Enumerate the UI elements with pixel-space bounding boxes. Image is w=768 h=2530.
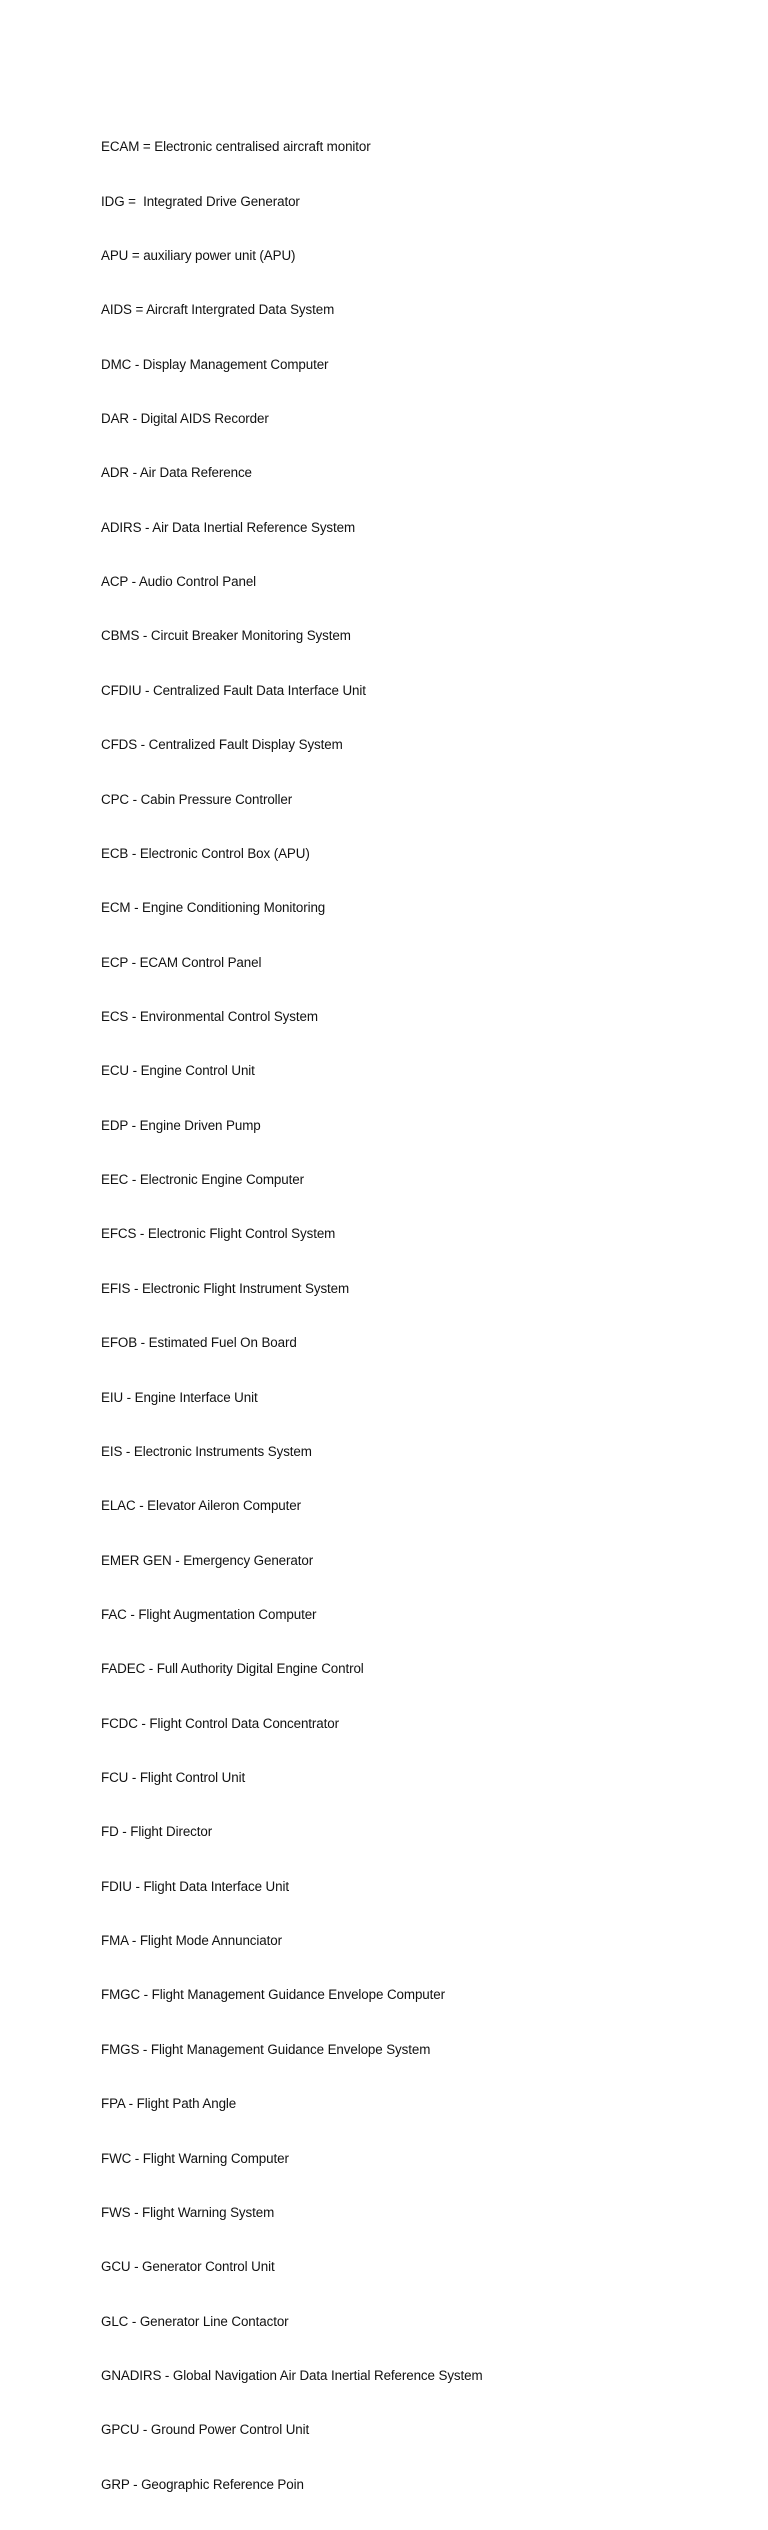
list-item: EDP - Engine Driven Pump [101,1117,261,1133]
list-item: FCU - Flight Control Unit [101,1770,246,1786]
list-item: GPCU - Ground Power Control Unit [101,2422,310,2438]
list-item: EEC - Electronic Engine Computer [101,1172,304,1188]
list-item: FADEC - Full Authority Digital Engine Control [101,1661,364,1677]
list-item: EFCS - Electronic Flight Control System [101,1226,336,1242]
list-item: FD - Flight Director [101,1824,213,1840]
list-item: EIU - Engine Interface Unit [101,1389,258,1405]
list-item: ELAC - Elevator Aileron Computer [101,1498,301,1514]
list-item: ECB - Electronic Control Box (APU) [101,845,310,861]
list-item: FWC - Flight Warning Computer [101,2150,289,2166]
list-item: FWS - Flight Warning System [101,2204,275,2220]
list-item: FMA - Flight Mode Annunciator [101,1933,282,1949]
list-item: CFDS - Centralized Fault Display System [101,737,343,753]
list-item: ECS - Environmental Control System [101,1009,318,1024]
list-item: ECAM = Electronic centralised aircraft monitor [101,139,371,155]
list-item: GLC - Generator Line Contactor [101,2313,289,2329]
list-item: AIDS = Aircraft Intergrated Data System [101,302,335,318]
list-item: FMGS - Flight Management Guidance Envelope System [101,2041,431,2057]
list-item: ADR - Air Data Reference [101,465,252,481]
list-item: APU = auxiliary power unit (APU) [101,247,296,263]
list-item: EIS - Electronic Instruments System [101,1443,312,1459]
list-item: FAC - Flight Augmentation Computer [101,1606,317,1622]
list-item: CFDIU - Centralized Fault Data Interface Unit [101,682,366,698]
list-item: EFOB - Estimated Fuel On Board [101,1335,297,1351]
abbreviation-list [101,102,483,2530]
list-item: ECU - Engine Control Unit [101,1063,255,1079]
list-item: GRP - Geographic Reference Poin [101,2476,304,2492]
list-item: DMC - Display Management Computer [101,356,329,372]
list-item: CPC - Cabin Pressure Controller [101,791,293,807]
list-item: EFIS - Electronic Flight Instrument System [101,1280,350,1296]
list-item: DAR - Digital AIDS Recorder [101,411,269,427]
list-item: ACP - Audio Control Panel [101,574,257,590]
list-item: IDG = Integrated Drive Generator [101,193,300,209]
list-item: EMER GEN - Emergency Generator [101,1552,314,1568]
list-item: GCU - Generator Control Unit [101,2259,275,2275]
list-item: FCDC - Flight Control Data Concentrator [101,1715,339,1731]
list-item: GNADIRS - Global Navigation Air Data Inertial Reference System [101,2367,483,2383]
list-item: ECM - Engine Conditioning Monitoring [101,900,326,916]
list-item: FDIU - Flight Data Interface Unit [101,1878,289,1894]
list-item: ADIRS - Air Data Inertial Reference System [101,519,356,535]
list-item: FMGC - Flight Management Guidance Envelope Computer [101,1987,445,2003]
list-item: FPA - Flight Path Angle [101,2096,237,2112]
list-item: ECP - ECAM Control Panel [101,954,262,970]
list-item: CBMS - Circuit Breaker Monitoring System [101,628,351,644]
